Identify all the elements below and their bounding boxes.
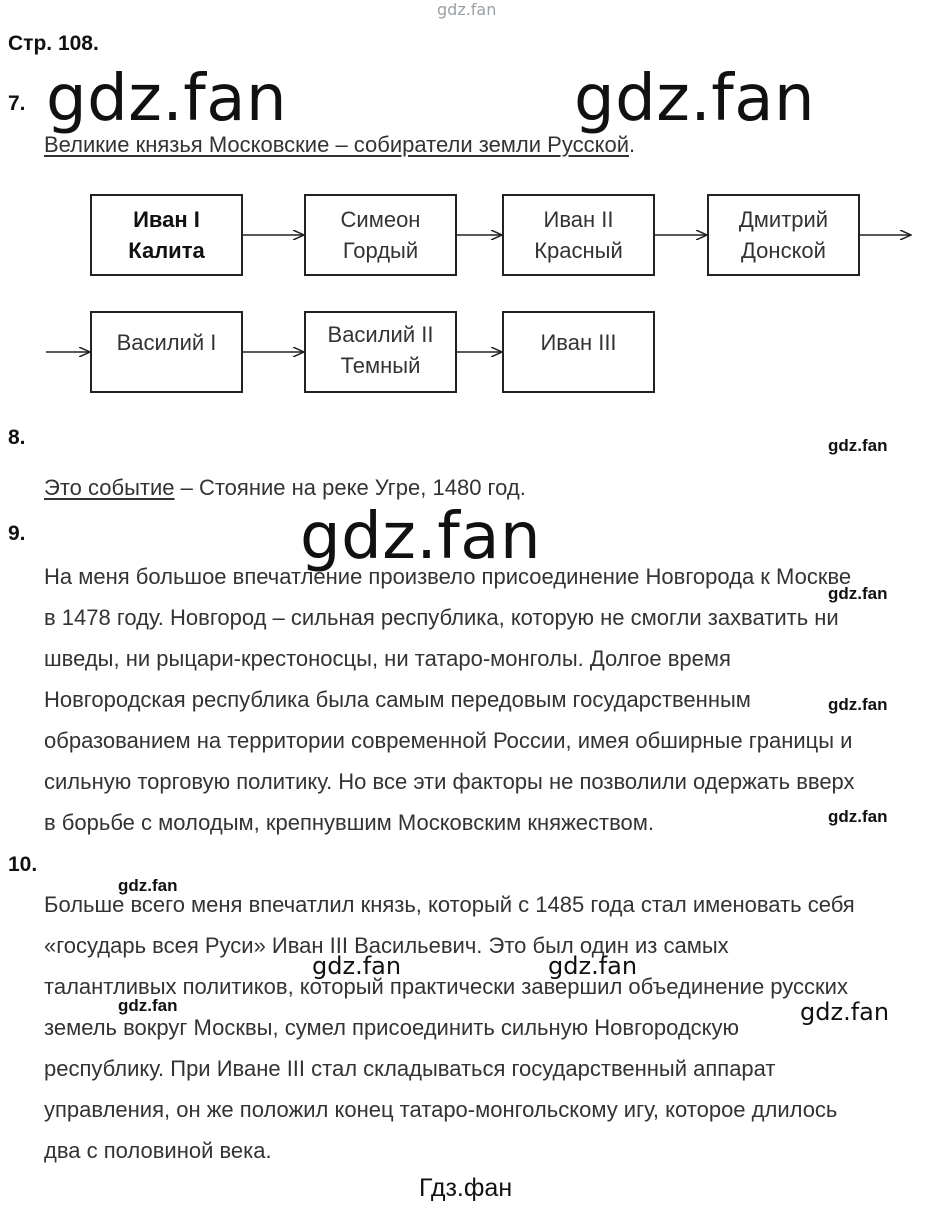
- box-line2: Гордый: [342, 238, 419, 263]
- watermark-big-3: gdz.fan: [300, 500, 541, 574]
- task-9-paragraph: [44, 556, 855, 843]
- task-8-answer: [44, 475, 526, 501]
- ruler-box-ivan-iii: [502, 311, 655, 393]
- task-8-label: Это событие: [44, 475, 175, 500]
- task-10-line: Больше всего меня впечатлил князь, который с 1485 года стал именовать себя: [44, 892, 855, 917]
- task-8-number: 8.: [8, 426, 26, 449]
- task-9-line: в борьбе с молодым, крепнувшим Московским княжеством.: [44, 810, 655, 835]
- ruler-box-ivan-ii-krasnyi: [502, 194, 655, 276]
- watermark-small-2: gdz.fan: [828, 584, 888, 603]
- ruler-box-ivan-i-kalita: [90, 194, 243, 276]
- box-line2: Донской: [741, 238, 826, 263]
- ruler-box-dmitrii-donskoi: [707, 194, 860, 276]
- ruler-box-vasilii-i: [90, 311, 243, 393]
- task-9-line: Новгородская республика была самым передовым государственным: [44, 687, 751, 712]
- box-line1: Дмитрий: [738, 207, 829, 232]
- box-line2: Красный: [534, 238, 623, 263]
- watermark-small-6: gdz.fan: [118, 996, 178, 1015]
- box-line2: Темный: [340, 353, 421, 378]
- watermark-small-4: gdz.fan: [828, 807, 888, 826]
- watermark-mid-1: gdz.fan: [312, 952, 402, 980]
- box-line1: Симеон: [340, 207, 421, 232]
- watermark-small-5: gdz.fan: [118, 876, 178, 895]
- box-line1: Иван II: [543, 207, 614, 232]
- task-7-number: 7.: [8, 92, 26, 115]
- task-10-line: земель вокруг Москвы, сумел присоединить сильную Новгородскую: [44, 1015, 740, 1040]
- watermark-big-1: gdz.fan: [46, 62, 287, 136]
- watermark-small-1: gdz.fan: [828, 436, 888, 455]
- task-9-line: в 1478 году. Новгород – сильная республика, которую не смогли захватить ни: [44, 605, 839, 630]
- watermark-mid-3: gdz.fan: [800, 998, 890, 1026]
- watermark-top: gdz.fan: [437, 0, 497, 19]
- task-9-line: шведы, ни рыцари-крестоносцы, ни татаро-монголы. Долгое время: [44, 646, 731, 671]
- page-label: Стр. 108.: [8, 32, 99, 55]
- task-9-line: образованием на территории современной России, имея обширные границы и: [44, 728, 853, 753]
- task-10-paragraph: [44, 884, 855, 1171]
- task-10-number: 10.: [8, 853, 38, 876]
- box-line2: Калита: [128, 238, 205, 263]
- task-10-line: два с половиной века.: [44, 1138, 272, 1163]
- task-9-line: На меня большое впечатление произвело присоединение Новгорода к Москве: [44, 564, 852, 589]
- task-9-number: 9.: [8, 522, 26, 545]
- watermark-small-3: gdz.fan: [828, 695, 888, 714]
- task-10-line: республику. При Иване III стал складываться государственный аппарат: [44, 1056, 776, 1081]
- task-10-line: управления, он же положил конец татаро-монгольскому игу, которое длилось: [44, 1097, 838, 1122]
- watermark-mid-2: gdz.fan: [548, 952, 638, 980]
- task-7-heading-end: .: [629, 132, 636, 157]
- footer-watermark: Гдз.фан: [419, 1174, 513, 1202]
- task-7-heading-text: Великие князья Московские – собиратели земли Русской: [44, 132, 629, 157]
- box-line1: Василий I: [116, 330, 217, 355]
- watermark-big-2: gdz.fan: [574, 62, 815, 136]
- task-10-line: «государь всея Руси» Иван III Васильевич. Это был один из самых: [44, 933, 729, 958]
- task-10-line: талантливых политиков, который практически завершил объединение русских: [44, 974, 848, 999]
- task-8-text: – Стояние на реке Угре, 1480 год.: [174, 475, 526, 500]
- ruler-box-vasilii-ii-temnyi: [304, 311, 457, 393]
- box-line1: Иван I: [133, 207, 200, 232]
- ruler-box-simeon-gordyi: [304, 194, 457, 276]
- task-9-line: сильную торговую политику. Но все эти факторы не позволили одержать вверх: [44, 769, 855, 794]
- box-line1: Василий II: [327, 322, 434, 347]
- box-line1: Иван III: [540, 330, 617, 355]
